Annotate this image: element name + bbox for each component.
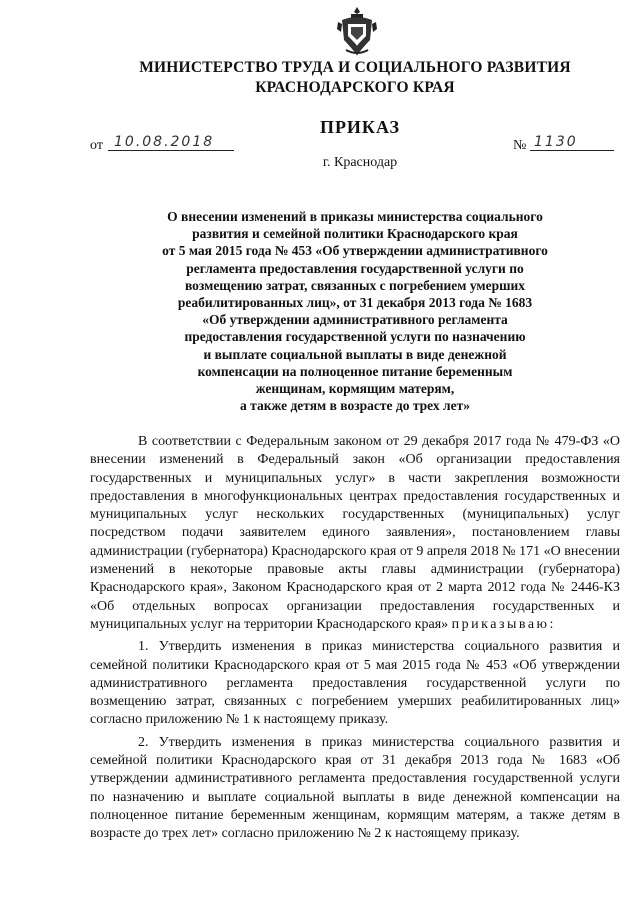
order-date: 10.08.2018 — [108, 134, 234, 151]
preamble-paragraph — [90, 433, 620, 634]
order-item-2: 2. Утвердить изменения в приказ министерства социального развития и семейной политики Краснодарского края от 31 декабря 2013 года № 1683 «Об утверждении административного регламента предоставления государственной услуги по назначению и выплате социальной выплаты в виде денежной компенсации на полноценное питание беременным женщинам, кормящим матерям, а также детям в возрасте до трех лет» согласно приложению № 2 к настоящему приказу. — [90, 734, 620, 842]
order-body — [90, 433, 620, 844]
subject-line: развития и семейной политики Краснодарского края — [192, 226, 518, 242]
order-title: ПРИКАЗ — [319, 117, 401, 137]
subject-line: предоставления государственной услуги по назначению — [184, 329, 526, 345]
number-label: № — [513, 138, 527, 153]
subject-line: О внесении изменений в приказы министерства социального — [167, 209, 543, 224]
subject-line: компенсации на полноценное питание беременным — [197, 363, 513, 379]
subject-line: «Об утверждении административного регламента — [202, 312, 508, 328]
city: г. Краснодар — [322, 155, 398, 170]
subject-line: возмещению затрат, связанных с погребением умерших — [184, 277, 526, 293]
ministry-line-2: КРАСНОДАРСКОГО КРАЯ — [255, 79, 455, 96]
date-label: от — [90, 138, 103, 153]
order-item-1: 1. Утвердить изменения в приказ министерства социального развития и семейной политики Краснодарского края от 5 мая 2015 года № 453 «Об утверждении административного регламента предоставления государственной услуги по возмещению затрат, связанных с погребением умерших реабилитированных лиц» согласно приложению № 1 к настоящему приказу. — [90, 639, 620, 728]
order-subject — [120, 208, 590, 414]
ministry-line-1: МИНИСТЕРСТВО ТРУДА И СОЦИАЛЬНОГО РАЗВИТИЯ — [139, 59, 571, 76]
subject-line: женщинам, кормящим матерям, — [255, 381, 455, 397]
subject-line: от 5 мая 2015 года № 453 «Об утверждении административного — [162, 243, 548, 259]
subject-line: реабилитированных лиц», от 31 декабря 2013 года № 1683 — [177, 295, 533, 311]
preamble-text: В соответствии с Федеральным законом от 29 декабря 2017 года № 479-ФЗ «О внесении изменений в Федеральный закон «Об организации предоставления государственных и муниципальных услуг» в части закрепления возможности предоставления в многофункциональных центрах предоставления государственных и муниципальных услуг нескольких государственных (муниципальных) услуг посредством подачи заявителем единого заявления», постановлением главы администрации (губернатора) Краснодарского края от 9 апреля 2018 № 171 «О внесении изменений в некоторые правовые акты главы администрации (губернатора) Краснодарского края», Законом Краснодарского края от 2 марта 2012 года № 2446-КЗ «Об отдельных вопросах организации предоставления государственных и муниципальных услуг на территории Краснодарского края» — [90, 434, 620, 632]
ministry-name — [120, 58, 590, 98]
subject-line: и выплате социальной выплаты в виде денежной — [203, 346, 507, 362]
subject-line: регламента предоставления государственной услуги по — [186, 260, 524, 276]
order-number: 1130 — [530, 134, 614, 151]
coat-of-arms-icon — [336, 6, 378, 58]
subject-line: а также детям в возрасте до трех лет» — [240, 398, 470, 414]
decree-word: приказываю: — [451, 616, 556, 632]
